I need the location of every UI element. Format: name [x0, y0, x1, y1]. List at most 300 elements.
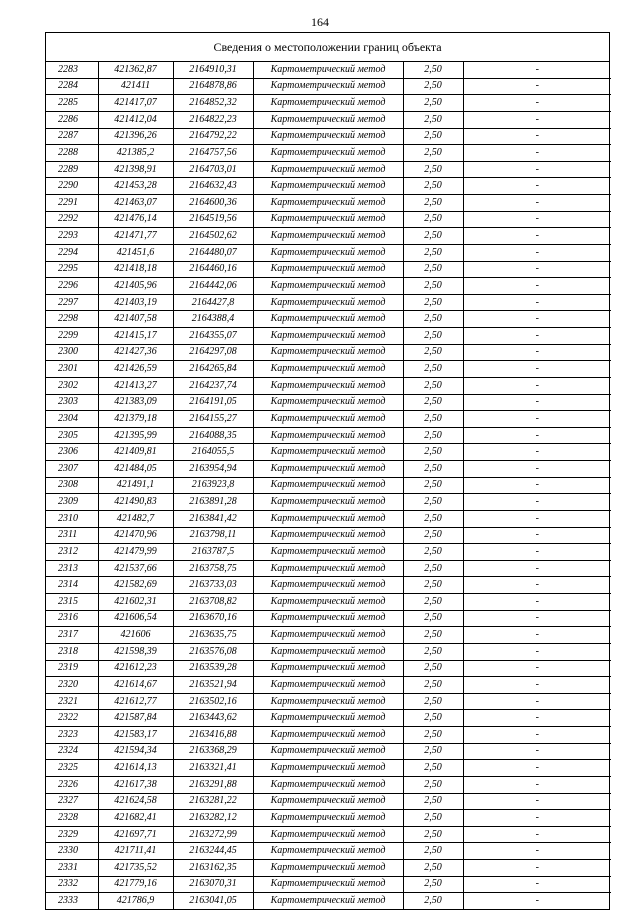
y-coordinate-cell: 2164757,56 [173, 145, 253, 162]
point-number-cell: 2324 [46, 743, 98, 760]
y-coordinate-cell: 2163670,16 [173, 610, 253, 627]
x-coordinate-cell: 421411 [98, 78, 173, 95]
point-number-cell: 2301 [46, 361, 98, 378]
table-row [46, 344, 611, 361]
y-coordinate-cell: 2163708,82 [173, 594, 253, 611]
accuracy-cell: 2,50 [403, 411, 463, 428]
accuracy-cell: 2,50 [403, 893, 463, 909]
point-number-cell: 2325 [46, 760, 98, 777]
accuracy-cell: 2,50 [403, 693, 463, 710]
accuracy-cell: 2,50 [403, 527, 463, 544]
x-coordinate-cell: 421606 [98, 627, 173, 644]
description-cell: - [463, 710, 611, 727]
accuracy-cell: 2,50 [403, 727, 463, 744]
x-coordinate-cell: 421624,58 [98, 793, 173, 810]
accuracy-cell: 2,50 [403, 294, 463, 311]
table-row [46, 510, 611, 527]
x-coordinate-cell: 421612,23 [98, 660, 173, 677]
y-coordinate-cell: 2164703,01 [173, 161, 253, 178]
y-coordinate-cell: 2163954,94 [173, 461, 253, 478]
y-coordinate-cell: 2163282,12 [173, 810, 253, 827]
method-cell: Картометрический метод [253, 427, 403, 444]
point-number-cell: 2309 [46, 494, 98, 511]
table-row [46, 78, 611, 95]
method-cell: Картометрический метод [253, 710, 403, 727]
point-number-cell: 2286 [46, 111, 98, 128]
description-cell: - [463, 294, 611, 311]
description-cell: - [463, 62, 611, 78]
description-cell: - [463, 211, 611, 228]
point-number-cell: 2302 [46, 377, 98, 394]
accuracy-cell: 2,50 [403, 128, 463, 145]
y-coordinate-cell: 2163321,41 [173, 760, 253, 777]
table-row [46, 294, 611, 311]
description-cell: - [463, 461, 611, 478]
x-coordinate-cell: 421614,67 [98, 677, 173, 694]
table-row [46, 62, 611, 78]
method-cell: Картометрический метод [253, 693, 403, 710]
table-row [46, 178, 611, 195]
table-row [46, 261, 611, 278]
method-cell: Картометрический метод [253, 211, 403, 228]
y-coordinate-cell: 2163891,28 [173, 494, 253, 511]
y-coordinate-cell: 2163798,11 [173, 527, 253, 544]
method-cell: Картометрический метод [253, 228, 403, 245]
table-row [46, 444, 611, 461]
x-coordinate-cell: 421537,66 [98, 560, 173, 577]
method-cell: Картометрический метод [253, 477, 403, 494]
table-row [46, 244, 611, 261]
table-row [46, 161, 611, 178]
method-cell: Картометрический метод [253, 860, 403, 877]
y-coordinate-cell: 2164460,16 [173, 261, 253, 278]
accuracy-cell: 2,50 [403, 477, 463, 494]
method-cell: Картометрический метод [253, 677, 403, 694]
point-number-cell: 2287 [46, 128, 98, 145]
y-coordinate-cell: 2164237,74 [173, 377, 253, 394]
table-row [46, 760, 611, 777]
point-number-cell: 2293 [46, 228, 98, 245]
y-coordinate-cell: 2163502,16 [173, 693, 253, 710]
point-number-cell: 2326 [46, 776, 98, 793]
y-coordinate-cell: 2164878,86 [173, 78, 253, 95]
x-coordinate-cell: 421451,6 [98, 244, 173, 261]
x-coordinate-cell: 421426,59 [98, 361, 173, 378]
x-coordinate-cell: 421403,19 [98, 294, 173, 311]
coordinates-table [46, 62, 611, 909]
y-coordinate-cell: 2163244,45 [173, 843, 253, 860]
x-coordinate-cell: 421405,96 [98, 278, 173, 295]
table-row [46, 544, 611, 561]
point-number-cell: 2300 [46, 344, 98, 361]
point-number-cell: 2329 [46, 826, 98, 843]
accuracy-cell: 2,50 [403, 826, 463, 843]
table-row [46, 710, 611, 727]
description-cell: - [463, 361, 611, 378]
x-coordinate-cell: 421594,34 [98, 743, 173, 760]
description-cell: - [463, 278, 611, 295]
table-row [46, 810, 611, 827]
description-cell: - [463, 577, 611, 594]
y-coordinate-cell: 2163162,35 [173, 860, 253, 877]
description-cell: - [463, 161, 611, 178]
description-cell: - [463, 860, 611, 877]
accuracy-cell: 2,50 [403, 161, 463, 178]
method-cell: Картометрический метод [253, 128, 403, 145]
method-cell: Картометрический метод [253, 95, 403, 112]
point-number-cell: 2288 [46, 145, 98, 162]
table-row [46, 328, 611, 345]
point-number-cell: 2316 [46, 610, 98, 627]
point-number-cell: 2284 [46, 78, 98, 95]
accuracy-cell: 2,50 [403, 610, 463, 627]
accuracy-cell: 2,50 [403, 427, 463, 444]
accuracy-cell: 2,50 [403, 244, 463, 261]
method-cell: Картометрический метод [253, 494, 403, 511]
table-row [46, 743, 611, 760]
x-coordinate-cell: 421786,9 [98, 893, 173, 909]
method-cell: Картометрический метод [253, 527, 403, 544]
y-coordinate-cell: 2164632,43 [173, 178, 253, 195]
accuracy-cell: 2,50 [403, 494, 463, 511]
accuracy-cell: 2,50 [403, 743, 463, 760]
description-cell: - [463, 377, 611, 394]
x-coordinate-cell: 421587,84 [98, 710, 173, 727]
description-cell: - [463, 394, 611, 411]
description-cell: - [463, 693, 611, 710]
table-row [46, 776, 611, 793]
description-cell: - [463, 677, 611, 694]
table-row [46, 876, 611, 893]
boundary-table-container [45, 32, 610, 910]
point-number-cell: 2312 [46, 544, 98, 561]
y-coordinate-cell: 2163635,75 [173, 627, 253, 644]
method-cell: Картометрический метод [253, 178, 403, 195]
description-cell: - [463, 743, 611, 760]
y-coordinate-cell: 2163070,31 [173, 876, 253, 893]
accuracy-cell: 2,50 [403, 461, 463, 478]
method-cell: Картометрический метод [253, 643, 403, 660]
y-coordinate-cell: 2164822,23 [173, 111, 253, 128]
description-cell: - [463, 876, 611, 893]
accuracy-cell: 2,50 [403, 228, 463, 245]
x-coordinate-cell: 421491,1 [98, 477, 173, 494]
point-number-cell: 2294 [46, 244, 98, 261]
point-number-cell: 2292 [46, 211, 98, 228]
method-cell: Картометрический метод [253, 793, 403, 810]
method-cell: Картометрический метод [253, 760, 403, 777]
x-coordinate-cell: 421427,36 [98, 344, 173, 361]
point-number-cell: 2285 [46, 95, 98, 112]
description-cell: - [463, 560, 611, 577]
table-title: Сведения о местоположении границ объекта [46, 33, 609, 62]
x-coordinate-cell: 421482,7 [98, 510, 173, 527]
table-row [46, 643, 611, 660]
description-cell: - [463, 311, 611, 328]
method-cell: Картометрический метод [253, 244, 403, 261]
table-row [46, 627, 611, 644]
accuracy-cell: 2,50 [403, 810, 463, 827]
y-coordinate-cell: 2163291,88 [173, 776, 253, 793]
description-cell: - [463, 477, 611, 494]
point-number-cell: 2298 [46, 311, 98, 328]
x-coordinate-cell: 421612,77 [98, 693, 173, 710]
y-coordinate-cell: 2164265,84 [173, 361, 253, 378]
description-cell: - [463, 510, 611, 527]
description-cell: - [463, 178, 611, 195]
x-coordinate-cell: 421711,41 [98, 843, 173, 860]
x-coordinate-cell: 421453,28 [98, 178, 173, 195]
method-cell: Картометрический метод [253, 261, 403, 278]
point-number-cell: 2283 [46, 62, 98, 78]
accuracy-cell: 2,50 [403, 660, 463, 677]
x-coordinate-cell: 421471,77 [98, 228, 173, 245]
table-row [46, 594, 611, 611]
method-cell: Картометрический метод [253, 776, 403, 793]
point-number-cell: 2299 [46, 328, 98, 345]
y-coordinate-cell: 2163758,75 [173, 560, 253, 577]
method-cell: Картометрический метод [253, 377, 403, 394]
x-coordinate-cell: 421490,83 [98, 494, 173, 511]
point-number-cell: 2306 [46, 444, 98, 461]
y-coordinate-cell: 2163281,22 [173, 793, 253, 810]
x-coordinate-cell: 421417,07 [98, 95, 173, 112]
description-cell: - [463, 244, 611, 261]
table-row [46, 411, 611, 428]
description-cell: - [463, 411, 611, 428]
point-number-cell: 2307 [46, 461, 98, 478]
method-cell: Картометрический метод [253, 627, 403, 644]
y-coordinate-cell: 2164297,08 [173, 344, 253, 361]
description-cell: - [463, 145, 611, 162]
x-coordinate-cell: 421617,38 [98, 776, 173, 793]
x-coordinate-cell: 421598,39 [98, 643, 173, 660]
table-row [46, 311, 611, 328]
accuracy-cell: 2,50 [403, 261, 463, 278]
method-cell: Картометрический метод [253, 660, 403, 677]
point-number-cell: 2318 [46, 643, 98, 660]
accuracy-cell: 2,50 [403, 444, 463, 461]
x-coordinate-cell: 421398,91 [98, 161, 173, 178]
description-cell: - [463, 810, 611, 827]
x-coordinate-cell: 421470,96 [98, 527, 173, 544]
table-row [46, 361, 611, 378]
description-cell: - [463, 627, 611, 644]
method-cell: Картометрический метод [253, 78, 403, 95]
table-row [46, 377, 611, 394]
accuracy-cell: 2,50 [403, 178, 463, 195]
point-number-cell: 2289 [46, 161, 98, 178]
method-cell: Картометрический метод [253, 843, 403, 860]
y-coordinate-cell: 2163923,8 [173, 477, 253, 494]
table-row [46, 128, 611, 145]
x-coordinate-cell: 421413,27 [98, 377, 173, 394]
point-number-cell: 2304 [46, 411, 98, 428]
accuracy-cell: 2,50 [403, 344, 463, 361]
table-row [46, 727, 611, 744]
x-coordinate-cell: 421395,99 [98, 427, 173, 444]
description-cell: - [463, 610, 611, 627]
method-cell: Картометрический метод [253, 294, 403, 311]
description-cell: - [463, 793, 611, 810]
x-coordinate-cell: 421582,69 [98, 577, 173, 594]
description-cell: - [463, 78, 611, 95]
table-row [46, 211, 611, 228]
point-number-cell: 2317 [46, 627, 98, 644]
y-coordinate-cell: 2164480,07 [173, 244, 253, 261]
point-number-cell: 2321 [46, 693, 98, 710]
accuracy-cell: 2,50 [403, 627, 463, 644]
x-coordinate-cell: 421385,2 [98, 145, 173, 162]
point-number-cell: 2333 [46, 893, 98, 909]
description-cell: - [463, 427, 611, 444]
method-cell: Картометрический метод [253, 577, 403, 594]
description-cell: - [463, 776, 611, 793]
description-cell: - [463, 95, 611, 112]
method-cell: Картометрический метод [253, 311, 403, 328]
x-coordinate-cell: 421602,31 [98, 594, 173, 611]
description-cell: - [463, 527, 611, 544]
y-coordinate-cell: 2163443,62 [173, 710, 253, 727]
point-number-cell: 2296 [46, 278, 98, 295]
x-coordinate-cell: 421407,58 [98, 311, 173, 328]
accuracy-cell: 2,50 [403, 78, 463, 95]
point-number-cell: 2315 [46, 594, 98, 611]
method-cell: Картометрический метод [253, 278, 403, 295]
method-cell: Картометрический метод [253, 411, 403, 428]
description-cell: - [463, 195, 611, 212]
point-number-cell: 2328 [46, 810, 98, 827]
table-row [46, 494, 611, 511]
y-coordinate-cell: 2163576,08 [173, 643, 253, 660]
table-row [46, 610, 611, 627]
method-cell: Картометрический метод [253, 594, 403, 611]
description-cell: - [463, 444, 611, 461]
description-cell: - [463, 594, 611, 611]
y-coordinate-cell: 2163787,5 [173, 544, 253, 561]
accuracy-cell: 2,50 [403, 860, 463, 877]
table-row [46, 477, 611, 494]
y-coordinate-cell: 2164442,06 [173, 278, 253, 295]
y-coordinate-cell: 2164155,27 [173, 411, 253, 428]
table-row [46, 427, 611, 444]
x-coordinate-cell: 421396,26 [98, 128, 173, 145]
y-coordinate-cell: 2164852,32 [173, 95, 253, 112]
method-cell: Картометрический метод [253, 510, 403, 527]
x-coordinate-cell: 421583,17 [98, 727, 173, 744]
description-cell: - [463, 660, 611, 677]
point-number-cell: 2322 [46, 710, 98, 727]
y-coordinate-cell: 2163521,94 [173, 677, 253, 694]
x-coordinate-cell: 421383,09 [98, 394, 173, 411]
method-cell: Картометрический метод [253, 727, 403, 744]
accuracy-cell: 2,50 [403, 544, 463, 561]
y-coordinate-cell: 2163733,03 [173, 577, 253, 594]
accuracy-cell: 2,50 [403, 111, 463, 128]
method-cell: Картометрический метод [253, 195, 403, 212]
point-number-cell: 2330 [46, 843, 98, 860]
table-row [46, 394, 611, 411]
x-coordinate-cell: 421379,18 [98, 411, 173, 428]
y-coordinate-cell: 2163368,29 [173, 743, 253, 760]
description-cell: - [463, 727, 611, 744]
accuracy-cell: 2,50 [403, 577, 463, 594]
x-coordinate-cell: 421412,04 [98, 111, 173, 128]
x-coordinate-cell: 421476,14 [98, 211, 173, 228]
x-coordinate-cell: 421463,07 [98, 195, 173, 212]
method-cell: Картометрический метод [253, 893, 403, 909]
accuracy-cell: 2,50 [403, 95, 463, 112]
y-coordinate-cell: 2163416,88 [173, 727, 253, 744]
accuracy-cell: 2,50 [403, 776, 463, 793]
table-row [46, 893, 611, 909]
method-cell: Картометрический метод [253, 145, 403, 162]
point-number-cell: 2332 [46, 876, 98, 893]
method-cell: Картометрический метод [253, 62, 403, 78]
description-cell: - [463, 328, 611, 345]
table-row [46, 577, 611, 594]
table-row [46, 195, 611, 212]
y-coordinate-cell: 2164502,62 [173, 228, 253, 245]
accuracy-cell: 2,50 [403, 876, 463, 893]
accuracy-cell: 2,50 [403, 278, 463, 295]
method-cell: Картометрический метод [253, 743, 403, 760]
description-cell: - [463, 494, 611, 511]
description-cell: - [463, 643, 611, 660]
point-number-cell: 2313 [46, 560, 98, 577]
y-coordinate-cell: 2164792,22 [173, 128, 253, 145]
description-cell: - [535, 895, 539, 907]
method-cell: Картометрический метод [253, 610, 403, 627]
description-cell: - [463, 111, 611, 128]
x-coordinate-cell: 421418,18 [98, 261, 173, 278]
table-row [46, 145, 611, 162]
accuracy-cell: 2,50 [403, 195, 463, 212]
x-coordinate-cell: 421735,52 [98, 860, 173, 877]
y-coordinate-cell: 2164088,35 [173, 427, 253, 444]
method-cell: Картометрический метод [253, 361, 403, 378]
point-number-cell: 2327 [46, 793, 98, 810]
point-number-cell: 2308 [46, 477, 98, 494]
table-row [46, 95, 611, 112]
method-cell: Картометрический метод [253, 444, 403, 461]
table-row [46, 677, 611, 694]
accuracy-cell: 2,50 [403, 311, 463, 328]
x-coordinate-cell: 421479,99 [98, 544, 173, 561]
method-cell: Картометрический метод [253, 344, 403, 361]
y-coordinate-cell: 2164355,07 [173, 328, 253, 345]
description-cell: - [463, 228, 611, 245]
table-row [46, 461, 611, 478]
accuracy-cell: 2,50 [403, 377, 463, 394]
x-coordinate-cell: 421362,87 [98, 62, 173, 78]
accuracy-cell: 2,50 [403, 843, 463, 860]
method-cell: Картометрический метод [253, 328, 403, 345]
table-row [46, 228, 611, 245]
point-number-cell: 2291 [46, 195, 98, 212]
accuracy-cell: 2,50 [403, 211, 463, 228]
description-cell: - [463, 544, 611, 561]
table-row [46, 860, 611, 877]
y-coordinate-cell: 2164388,4 [173, 311, 253, 328]
description-cell: - [463, 826, 611, 843]
y-coordinate-cell: 2164910,31 [173, 62, 253, 78]
accuracy-cell: 2,50 [403, 510, 463, 527]
x-coordinate-cell: 421779,16 [98, 876, 173, 893]
x-coordinate-cell: 421415,17 [98, 328, 173, 345]
x-coordinate-cell: 421697,71 [98, 826, 173, 843]
accuracy-cell: 2,50 [403, 594, 463, 611]
